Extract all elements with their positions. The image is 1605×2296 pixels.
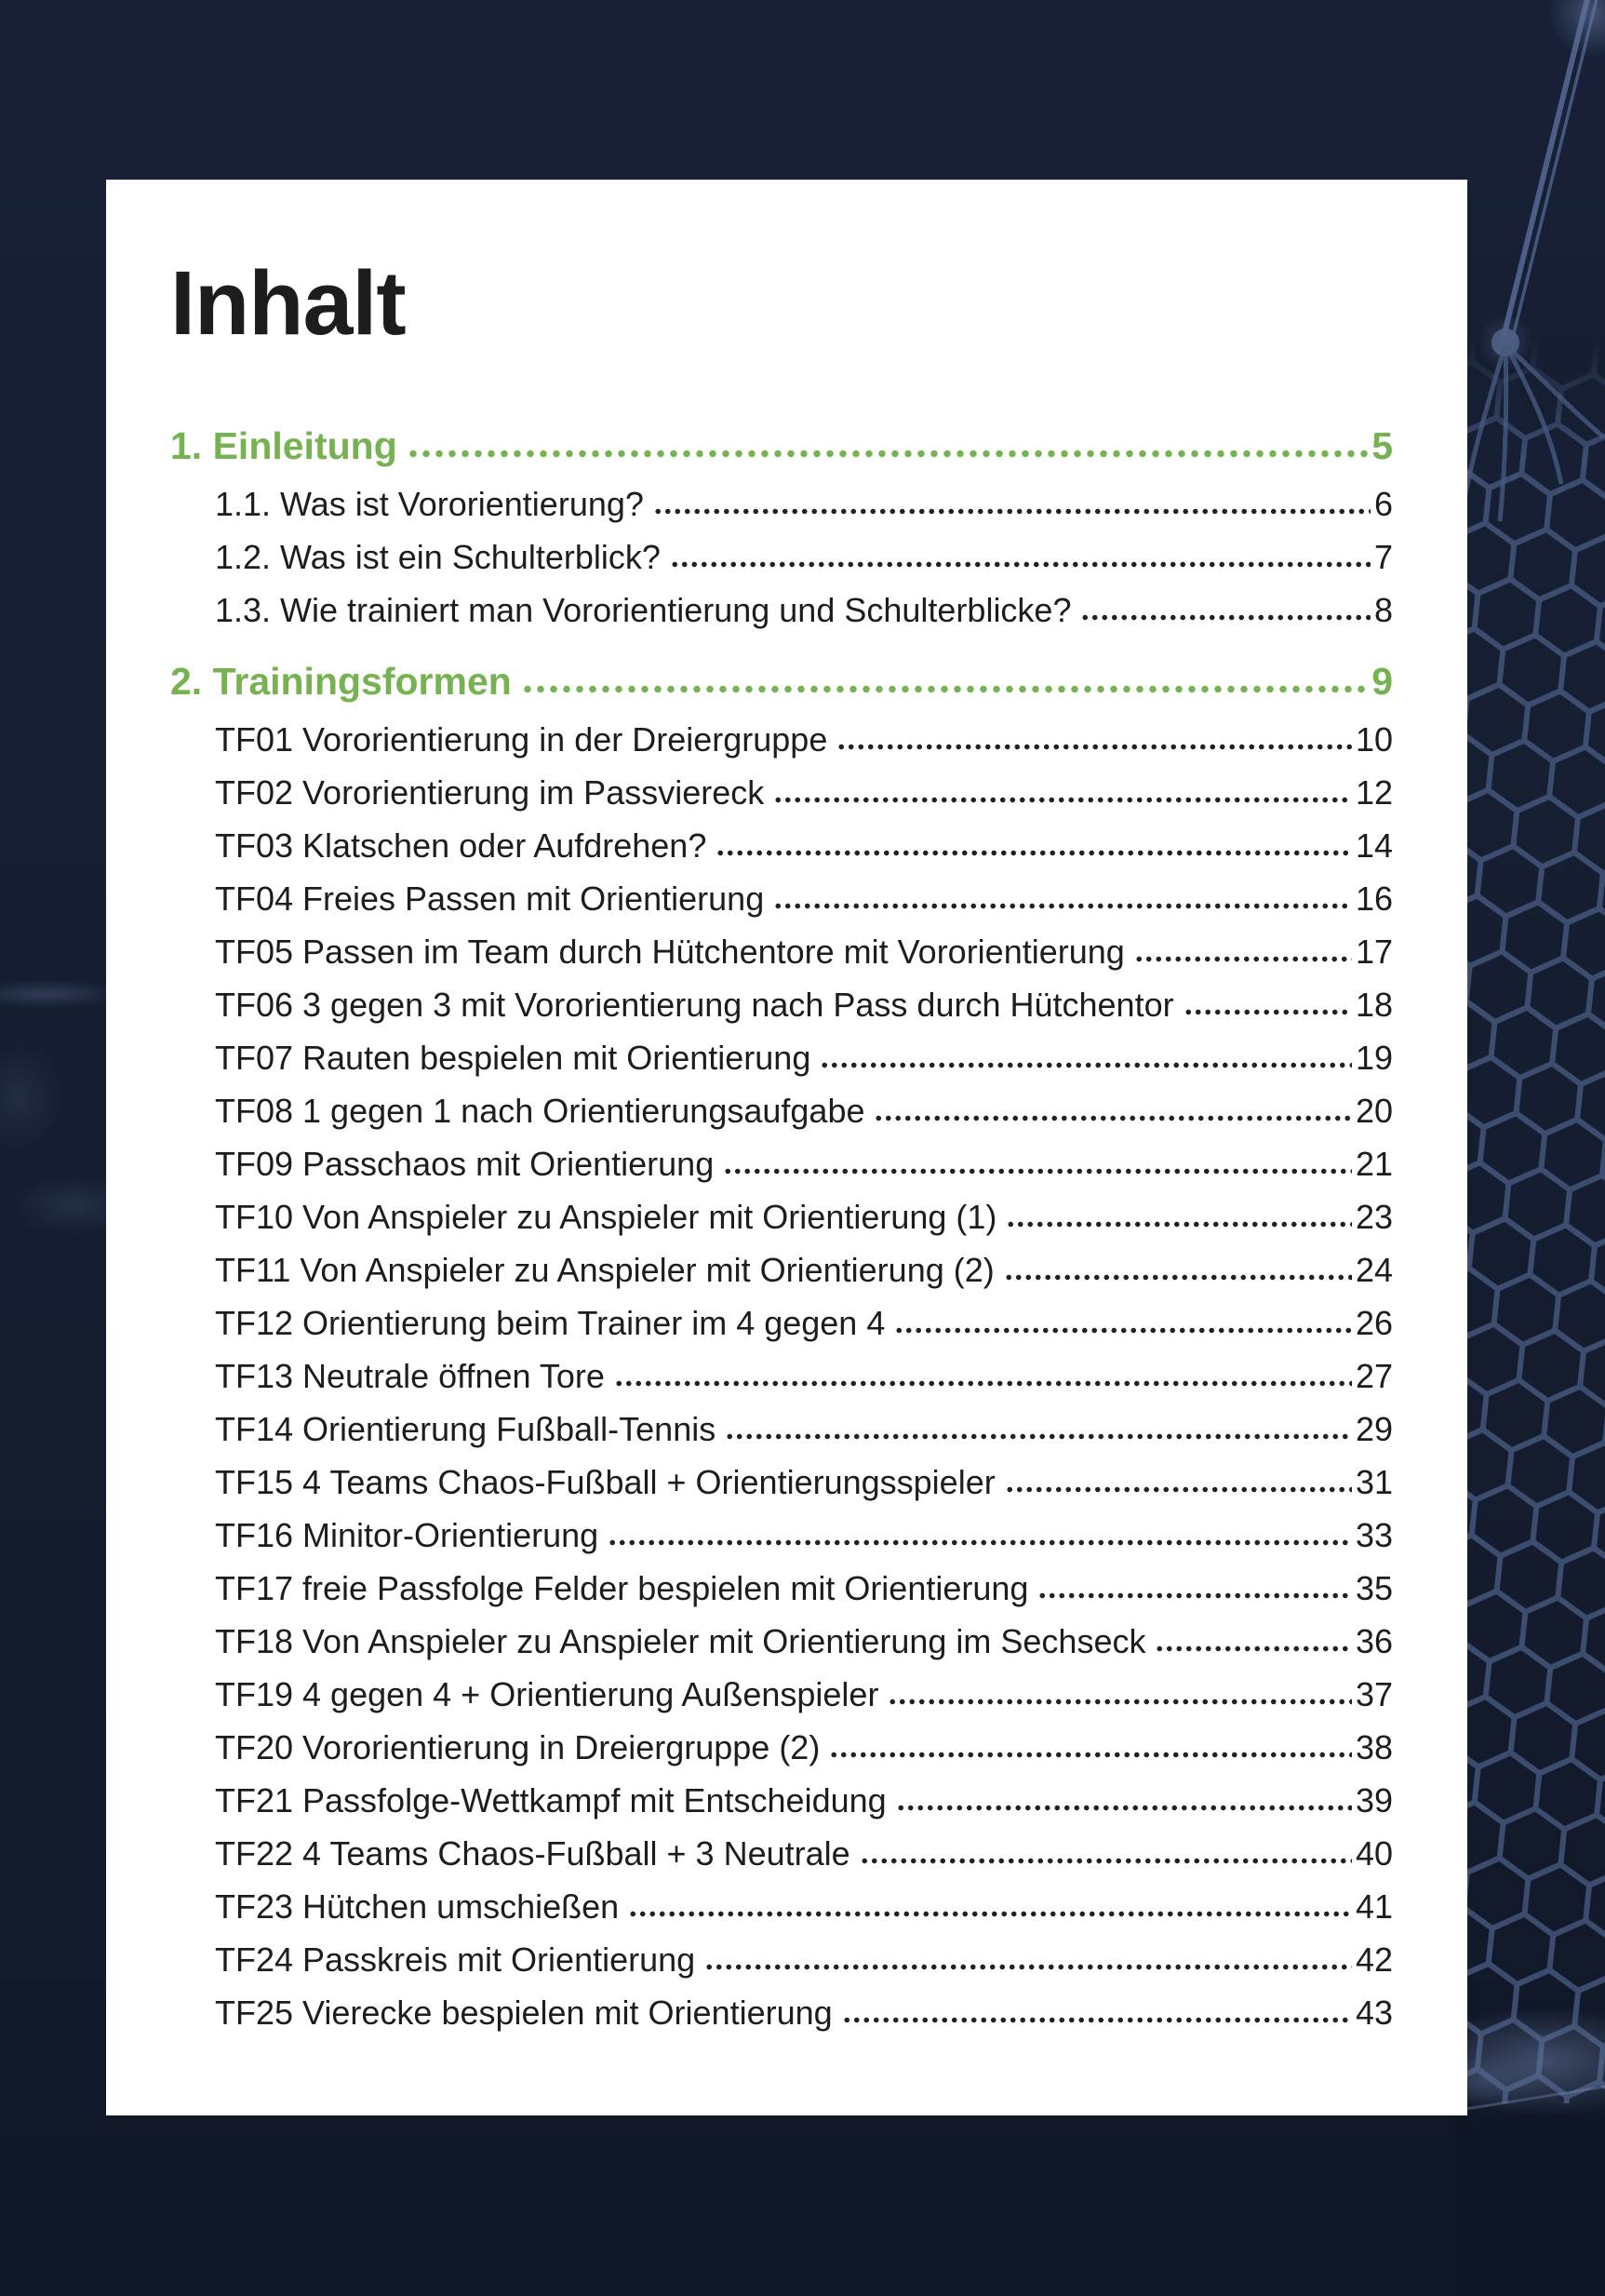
toc-section-entries [170, 719, 1393, 2034]
dot-leader [773, 796, 1352, 804]
dot-leader [1037, 1591, 1352, 1600]
toc-entry-page-number: 8 [1373, 591, 1393, 629]
toc-entry-label: 1.1. Was ist Vororientierung? [215, 485, 644, 523]
toc-entry[interactable] [170, 1303, 1393, 1344]
toc-entry[interactable] [170, 985, 1393, 1026]
dot-leader [894, 1326, 1352, 1335]
dot-leader [1006, 1220, 1352, 1229]
toc-entry[interactable] [170, 1727, 1393, 1768]
toc-entry-page-number: 23 [1355, 1198, 1393, 1236]
dot-leader [628, 1910, 1352, 1918]
toc-entry[interactable] [170, 932, 1393, 973]
toc-entry-label: TF13 Neutrale öffnen Tore [215, 1357, 605, 1395]
toc-entry-page-number: 20 [1355, 1092, 1393, 1130]
dot-leader [1004, 1273, 1352, 1282]
toc-entry-page-number: 7 [1373, 538, 1393, 576]
toc-entry[interactable] [170, 1356, 1393, 1397]
dot-leader [723, 1167, 1352, 1175]
toc-entry-label: TF06 3 gegen 3 mit Vororientierung nach Pass durch Hütchentor [215, 986, 1174, 1024]
toc-entry-label: TF01 Vororientierung in der Dreiergruppe [215, 720, 828, 759]
toc-entry[interactable] [170, 772, 1393, 813]
toc-entry-label: TF16 Minitor-Orientierung [215, 1516, 599, 1554]
dot-leader [860, 1857, 1352, 1865]
toc-entry-page-number: 39 [1355, 1781, 1393, 1819]
dot-leader [896, 1804, 1352, 1812]
toc-section-entries [170, 484, 1393, 631]
toc-entry-label: TF07 Rauten bespielen mit Orientierung [215, 1039, 811, 1077]
toc-entry[interactable] [170, 1462, 1393, 1503]
dot-leader [829, 1751, 1352, 1759]
net-mesh [1454, 335, 1605, 2103]
toc-section [170, 656, 1393, 2034]
toc-entry-label: TF21 Passfolge-Wettkampf mit Entscheidung [215, 1781, 887, 1819]
toc-entry-label: TF18 Von Anspieler zu Anspieler mit Orientierung im Sechseck [215, 1622, 1146, 1660]
toc-entry[interactable] [170, 1144, 1393, 1185]
dot-leader [521, 684, 1368, 694]
toc-entry[interactable] [170, 1993, 1393, 2034]
toc-entry-page-number: 26 [1355, 1304, 1393, 1342]
toc-entry[interactable] [170, 1621, 1393, 1662]
toc-entry-page-number: 18 [1355, 986, 1393, 1024]
toc-entry-label: TF22 4 Teams Chaos-Fußball + 3 Neutrale [215, 1834, 850, 1873]
toc-entry[interactable] [170, 1197, 1393, 1238]
toc-entry-page-number: 16 [1355, 879, 1393, 918]
dot-leader [874, 1114, 1351, 1122]
toc-entry-label: TF15 4 Teams Chaos-Fußball + Orientierungsspieler [215, 1463, 996, 1501]
toc-entry[interactable] [170, 590, 1393, 631]
toc-entry-label: TF14 Orientierung Fußball-Tennis [215, 1410, 716, 1448]
toc-entry-page-number: 33 [1355, 1516, 1393, 1554]
dot-leader [407, 449, 1368, 459]
page-title: Inhalt [170, 252, 406, 354]
dot-leader [820, 1061, 1352, 1069]
toc-entry[interactable] [170, 1038, 1393, 1079]
toc-entry[interactable] [170, 484, 1393, 525]
toc-entry-page-number: 43 [1355, 1994, 1393, 2032]
dot-leader [670, 560, 1371, 569]
toc-section-page-number: 9 [1371, 660, 1393, 703]
toc-entry-label: TF25 Vierecke bespielen mit Orientierung [215, 1994, 833, 2032]
toc-entry-page-number: 38 [1355, 1728, 1393, 1766]
toc-entry[interactable] [170, 1674, 1393, 1715]
toc-entry-page-number: 31 [1355, 1463, 1393, 1501]
goal-post-blur [1548, 0, 1605, 58]
toc-entry-page-number: 35 [1355, 1569, 1393, 1607]
toc-entry-label: TF23 Hütchen umschießen [215, 1887, 620, 1926]
toc-entry-label: TF03 Klatschen oder Aufdrehen? [215, 826, 707, 865]
toc-entry-page-number: 41 [1355, 1887, 1393, 1926]
table-of-contents [170, 421, 1393, 2034]
toc-section-heading[interactable] [170, 421, 1393, 471]
toc-entry-label: TF17 freie Passfolge Felder bespielen mit Orientierung [215, 1569, 1029, 1607]
toc-entry-page-number: 17 [1355, 933, 1393, 971]
toc-section [170, 421, 1393, 631]
dot-leader [704, 1963, 1352, 1971]
toc-entry-page-number: 40 [1355, 1834, 1393, 1873]
dot-leader [842, 2016, 1352, 2024]
toc-section-label: 2. Trainingsformen [170, 660, 512, 703]
toc-entry-label: TF08 1 gegen 1 nach Orientierungsaufgabe [215, 1092, 865, 1130]
toc-entry-page-number: 36 [1355, 1622, 1393, 1660]
toc-entry-page-number: 27 [1355, 1357, 1393, 1395]
toc-entry[interactable] [170, 1886, 1393, 1927]
toc-entry[interactable] [170, 826, 1393, 866]
dot-leader [773, 902, 1352, 910]
toc-entry-label: 1.2. Was ist ein Schulterblick? [215, 538, 661, 576]
toc-entry[interactable] [170, 1091, 1393, 1132]
toc-entry-label: TF20 Vororientierung in Dreiergruppe (2) [215, 1728, 821, 1766]
toc-entry-label: TF11 Von Anspieler zu Anspieler mit Orientierung (2) [215, 1251, 995, 1289]
toc-entry-page-number: 6 [1373, 485, 1393, 523]
toc-entry-label: TF04 Freies Passen mit Orientierung [215, 879, 765, 918]
toc-entry-label: TF24 Passkreis mit Orientierung [215, 1940, 696, 1979]
dot-leader [716, 849, 1352, 857]
toc-entry-label: TF19 4 gegen 4 + Orientierung Außenspieler [215, 1675, 879, 1713]
toc-entry[interactable] [170, 1250, 1393, 1291]
toc-entry-page-number: 19 [1355, 1039, 1393, 1077]
dot-leader [1184, 1008, 1352, 1016]
toc-entry-page-number: 29 [1355, 1410, 1393, 1448]
toc-entry[interactable] [170, 1515, 1393, 1556]
dot-leader [653, 507, 1371, 516]
toc-entry[interactable] [170, 879, 1393, 920]
toc-entry-label: TF10 Von Anspieler zu Anspieler mit Orientierung (1) [215, 1198, 997, 1236]
toc-entry[interactable] [170, 537, 1393, 578]
dot-leader [725, 1432, 1352, 1441]
toc-entry-page-number: 21 [1355, 1145, 1393, 1183]
toc-entry-page-number: 42 [1355, 1940, 1393, 1979]
toc-entry[interactable] [170, 1940, 1393, 1980]
dot-leader [836, 743, 1352, 751]
dot-leader [888, 1698, 1352, 1706]
toc-entry[interactable] [170, 1780, 1393, 1821]
toc-entry[interactable] [170, 1568, 1393, 1609]
toc-entry-label: TF12 Orientierung beim Trainer im 4 gegen 4 [215, 1304, 886, 1342]
toc-entry-label: TF09 Passchaos mit Orientierung [215, 1145, 715, 1183]
toc-entry-label: 1.3. Wie trainiert man Vororientierung und Schulterblicke? [215, 591, 1072, 629]
toc-entry-page-number: 24 [1355, 1251, 1393, 1289]
content-card [106, 180, 1467, 2115]
toc-entry-page-number: 14 [1355, 826, 1393, 865]
toc-entry-page-number: 10 [1355, 720, 1393, 759]
toc-entry[interactable] [170, 719, 1393, 760]
dot-leader [1080, 613, 1370, 622]
toc-entry-page-number: 12 [1355, 773, 1393, 812]
toc-entry-label: TF05 Passen im Team durch Hütchentore mit Vororientierung [215, 933, 1125, 971]
dot-leader [614, 1379, 1352, 1388]
toc-entry-page-number: 37 [1355, 1675, 1393, 1713]
dot-leader [1155, 1645, 1351, 1653]
toc-entry[interactable] [170, 1833, 1393, 1874]
dot-leader [1005, 1485, 1352, 1494]
toc-section-label: 1. Einleitung [170, 424, 397, 467]
toc-section-page-number: 5 [1371, 424, 1393, 467]
toc-entry[interactable] [170, 1409, 1393, 1450]
dot-leader [608, 1538, 1352, 1547]
dot-leader [1134, 955, 1352, 963]
toc-section-heading[interactable] [170, 656, 1393, 706]
toc-entry-label: TF02 Vororientierung im Passviereck [215, 773, 765, 812]
